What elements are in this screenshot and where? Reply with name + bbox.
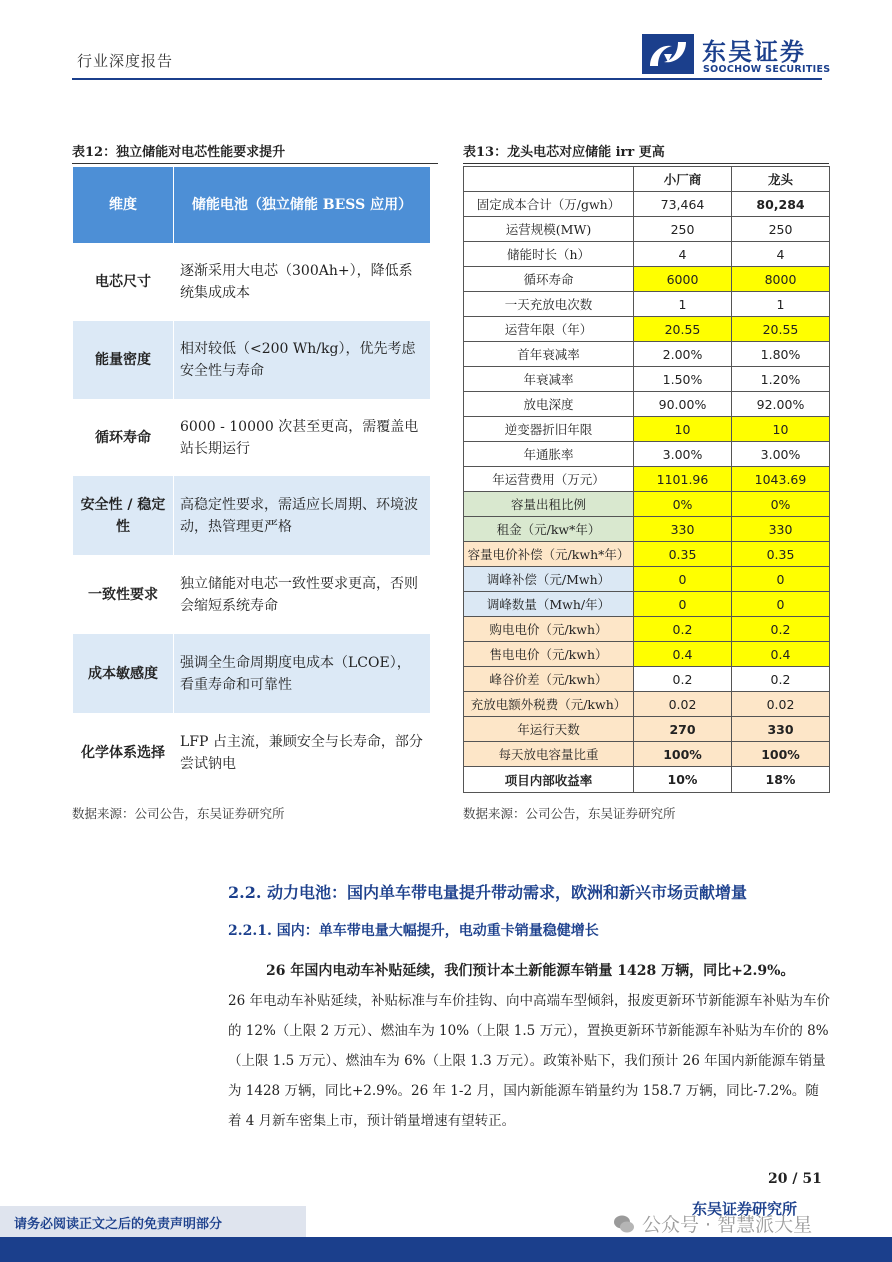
table-row — [464, 442, 830, 467]
table13-row-label: 每天放电容量比重 — [464, 742, 634, 767]
table13-caption: 表13：龙头电芯对应储能 irr 更高 — [463, 145, 665, 160]
table12-dim: 电芯尺寸 — [73, 244, 174, 321]
table13-value-leader: 1.80% — [732, 342, 830, 367]
table-row — [73, 476, 431, 556]
table13-value-leader: 330 — [732, 517, 830, 542]
table13-value-small: 2.00% — [634, 342, 732, 367]
table-row — [464, 667, 830, 692]
table-row — [464, 617, 830, 642]
table13-value-small: 1 — [634, 292, 732, 317]
footer-band — [0, 1237, 892, 1262]
table13-value-leader: 92.00% — [732, 392, 830, 417]
table12-dim: 化学体系选择 — [73, 714, 174, 792]
table13-caption-rule — [463, 163, 829, 164]
table-row — [464, 567, 830, 592]
table13-row-label: 租金（元/kw*年） — [464, 517, 634, 542]
table-row — [464, 492, 830, 517]
table13 — [463, 166, 830, 793]
table-row — [464, 717, 830, 742]
brand-name-cn: 东吴证券 — [702, 37, 806, 66]
table13-row-label: 运营规模(MW) — [464, 217, 634, 242]
table13-value-small: 20.55 — [634, 317, 732, 342]
table13-row-label: 调峰数量（Mwh/年） — [464, 592, 634, 617]
table13-row-label: 固定成本合计（万/gwh） — [464, 192, 634, 217]
table-row — [464, 467, 830, 492]
table13-value-small: 0 — [634, 592, 732, 617]
table-row — [464, 417, 830, 442]
table13-row-label: 售电电价（元/kwh） — [464, 642, 634, 667]
table13-value-small: 6000 — [634, 267, 732, 292]
table13-value-small: 250 — [634, 217, 732, 242]
table-row — [464, 692, 830, 717]
table12-desc: 相对较低（<200 Wh/kg），优先考虑安全性与寿命 — [174, 321, 431, 400]
table13-value-leader: 250 — [732, 217, 830, 242]
table13-value-small: 10% — [634, 767, 732, 793]
table13-header-cell: 龙头 — [732, 167, 830, 192]
table-row — [464, 192, 830, 217]
wechat-icon — [612, 1212, 636, 1236]
table13-value-leader: 18% — [732, 767, 830, 793]
table-row — [464, 767, 830, 793]
table13-row-label: 运营年限（年） — [464, 317, 634, 342]
table12-desc: 逐渐采用大电芯（300Ah+），降低系统集成成本 — [174, 244, 431, 321]
table-row — [464, 217, 830, 242]
table13-row-label: 容量电价补偿（元/kwh*年） — [464, 542, 634, 567]
table13-value-leader: 0.4 — [732, 642, 830, 667]
table13-value-small: 0 — [634, 567, 732, 592]
disclaimer-banner — [0, 1206, 306, 1237]
table13-row-label: 容量出租比例 — [464, 492, 634, 517]
table13-row-label: 充放电额外税费（元/kwh） — [464, 692, 634, 717]
disclaimer-text: 请务必阅读正文之后的免责声明部分 — [14, 1217, 223, 1232]
table-row — [73, 556, 431, 634]
table12-dim: 能量密度 — [73, 321, 174, 400]
table13-row-label: 峰谷价差（元/kwh） — [464, 667, 634, 692]
table13-value-small: 1.50% — [634, 367, 732, 392]
table13-value-leader: 100% — [732, 742, 830, 767]
table13-header-cell — [464, 167, 634, 192]
table-row — [464, 542, 830, 567]
table13-row-label: 调峰补偿（元/Mwh） — [464, 567, 634, 592]
table13-value-leader: 0 — [732, 592, 830, 617]
table-row — [73, 244, 431, 321]
body-paragraph: 26 年电动车补贴延续，补贴标准与车价挂钩、向中高端车型倾斜，报废更新环节新能源车补贴为车价的 12%（上限 2 万元）、燃油车为 10%（上限 1.5 万元），置换更新环节新能源车补贴为车价的 8%（上限 1.5 万元）、燃油车为 6%（上限 1.3 万元）。政策补贴下，我们预计 26 年国内新能源车销量为 1428 万辆，同比+2.9%。26 年 1-2 月，国内新能源车销量约为 158.7 万辆，同比-7.2%。随着 4 月新车密集上市，预计销量增速有望转正。 — [228, 993, 830, 1129]
page-number: 20 / 51 — [768, 1171, 822, 1187]
table13-source: 数据来源：公司公告，东吴证券研究所 — [463, 806, 676, 821]
table-row — [73, 634, 431, 714]
table-row — [73, 714, 431, 792]
table13-value-leader: 0% — [732, 492, 830, 517]
table13-row-label: 循环寿命 — [464, 267, 634, 292]
table13-row-label: 年运营费用（万元） — [464, 467, 634, 492]
table13-value-small: 0% — [634, 492, 732, 517]
table13-row-label: 一天充放电次数 — [464, 292, 634, 317]
table12-dim: 安全性 / 稳定性 — [73, 476, 174, 556]
table13-value-leader: 0.2 — [732, 617, 830, 642]
table13-row-label: 储能时长（h） — [464, 242, 634, 267]
table13-value-small: 73,464 — [634, 192, 732, 217]
table13-row-label: 放电深度 — [464, 392, 634, 417]
table-row — [464, 392, 830, 417]
table12-header-battery: 储能电池（独立储能 BESS 应用） — [174, 167, 431, 244]
table13-value-small: 0.35 — [634, 542, 732, 567]
table13-value-leader: 80,284 — [732, 192, 830, 217]
table-row — [464, 517, 830, 542]
table13-value-leader: 0.02 — [732, 692, 830, 717]
table12-caption-rule — [72, 163, 438, 164]
table-row — [464, 592, 830, 617]
table-row — [464, 742, 830, 767]
table13-value-small: 330 — [634, 517, 732, 542]
table13-row-label: 购电电价（元/kwh） — [464, 617, 634, 642]
table12-source: 数据来源：公司公告，东吴证券研究所 — [72, 806, 285, 821]
table13-header-cell: 小厂商 — [634, 167, 732, 192]
table12-dim: 成本敏感度 — [73, 634, 174, 714]
table12-desc: 独立储能对电芯一致性要求更高，否则会缩短系统寿命 — [174, 556, 431, 634]
table13-value-small: 90.00% — [634, 392, 732, 417]
table13-value-small: 4 — [634, 242, 732, 267]
table13-value-leader: 20.55 — [732, 317, 830, 342]
table12-dim: 循环寿命 — [73, 400, 174, 476]
table13-row-label: 逆变器折旧年限 — [464, 417, 634, 442]
table12-desc: LFP 占主流，兼顾安全与长寿命，部分尝试钠电 — [174, 714, 431, 792]
table12-desc: 高稳定性要求，需适应长周期、环境波动，热管理更严格 — [174, 476, 431, 556]
section-heading: 2.2. 动力电池：国内单车带电量提升带动需求，欧洲和新兴市场贡献增量 — [228, 883, 747, 902]
table13-value-leader: 0 — [732, 567, 830, 592]
lead-sentence: 26 年国内电动车补贴延续，我们预计本土新能源车销量 1428 万辆，同比+2.9%。 — [266, 963, 795, 979]
table13-value-small: 10 — [634, 417, 732, 442]
table13-value-leader: 0.35 — [732, 542, 830, 567]
table13-value-leader: 8000 — [732, 267, 830, 292]
table12-desc: 强调全生命周期度电成本（LCOE），看重寿命和可靠性 — [174, 634, 431, 714]
table-row — [464, 342, 830, 367]
table-row — [464, 292, 830, 317]
table13-header-row — [464, 167, 830, 192]
subsection-heading: 2.2.1. 国内：单车带电量大幅提升，电动重卡销量稳健增长 — [228, 923, 599, 939]
table12-header-dim: 维度 — [73, 167, 174, 244]
table12-dim: 一致性要求 — [73, 556, 174, 634]
brand-name-en: SOOCHOW SECURITIES — [703, 64, 831, 75]
report-type-label: 行业深度报告 — [77, 52, 174, 70]
table13-value-small: 0.2 — [634, 667, 732, 692]
table13-row-label: 年运行天数 — [464, 717, 634, 742]
table13-value-small: 0.4 — [634, 642, 732, 667]
table-row — [464, 317, 830, 342]
table-row — [464, 267, 830, 292]
table12-caption: 表12：独立储能对电芯性能要求提升 — [72, 145, 286, 160]
table-row — [464, 642, 830, 667]
table-row — [464, 242, 830, 267]
table13-value-small: 0.2 — [634, 617, 732, 642]
table12-header-row — [73, 167, 431, 244]
table13-value-leader: 1.20% — [732, 367, 830, 392]
table13-value-leader: 0.2 — [732, 667, 830, 692]
table13-value-leader: 3.00% — [732, 442, 830, 467]
table13-row-label: 年通胀率 — [464, 442, 634, 467]
soochow-logo-icon — [642, 34, 694, 74]
table13-value-leader: 4 — [732, 242, 830, 267]
table-row — [73, 400, 431, 476]
header-divider — [72, 78, 822, 80]
table13-value-leader: 1 — [732, 292, 830, 317]
table13-row-label: 年衰减率 — [464, 367, 634, 392]
table13-value-small: 270 — [634, 717, 732, 742]
table12 — [72, 166, 431, 792]
footer-brand: 东吴证券研究所 — [692, 1200, 798, 1218]
table13-value-small: 1101.96 — [634, 467, 732, 492]
table13-value-small: 100% — [634, 742, 732, 767]
table13-value-small: 3.00% — [634, 442, 732, 467]
table13-value-leader: 1043.69 — [732, 467, 830, 492]
table13-row-label: 首年衰减率 — [464, 342, 634, 367]
table13-value-leader: 10 — [732, 417, 830, 442]
table13-row-label: 项目内部收益率 — [464, 767, 634, 793]
table13-value-small: 0.02 — [634, 692, 732, 717]
table12-desc: 6000 - 10000 次甚至更高，需覆盖电站长期运行 — [174, 400, 431, 476]
table-row — [73, 321, 431, 400]
table13-value-leader: 330 — [732, 717, 830, 742]
watermark-text: 公众号 · 智慧派大星 — [642, 1214, 813, 1236]
table-row — [464, 367, 830, 392]
